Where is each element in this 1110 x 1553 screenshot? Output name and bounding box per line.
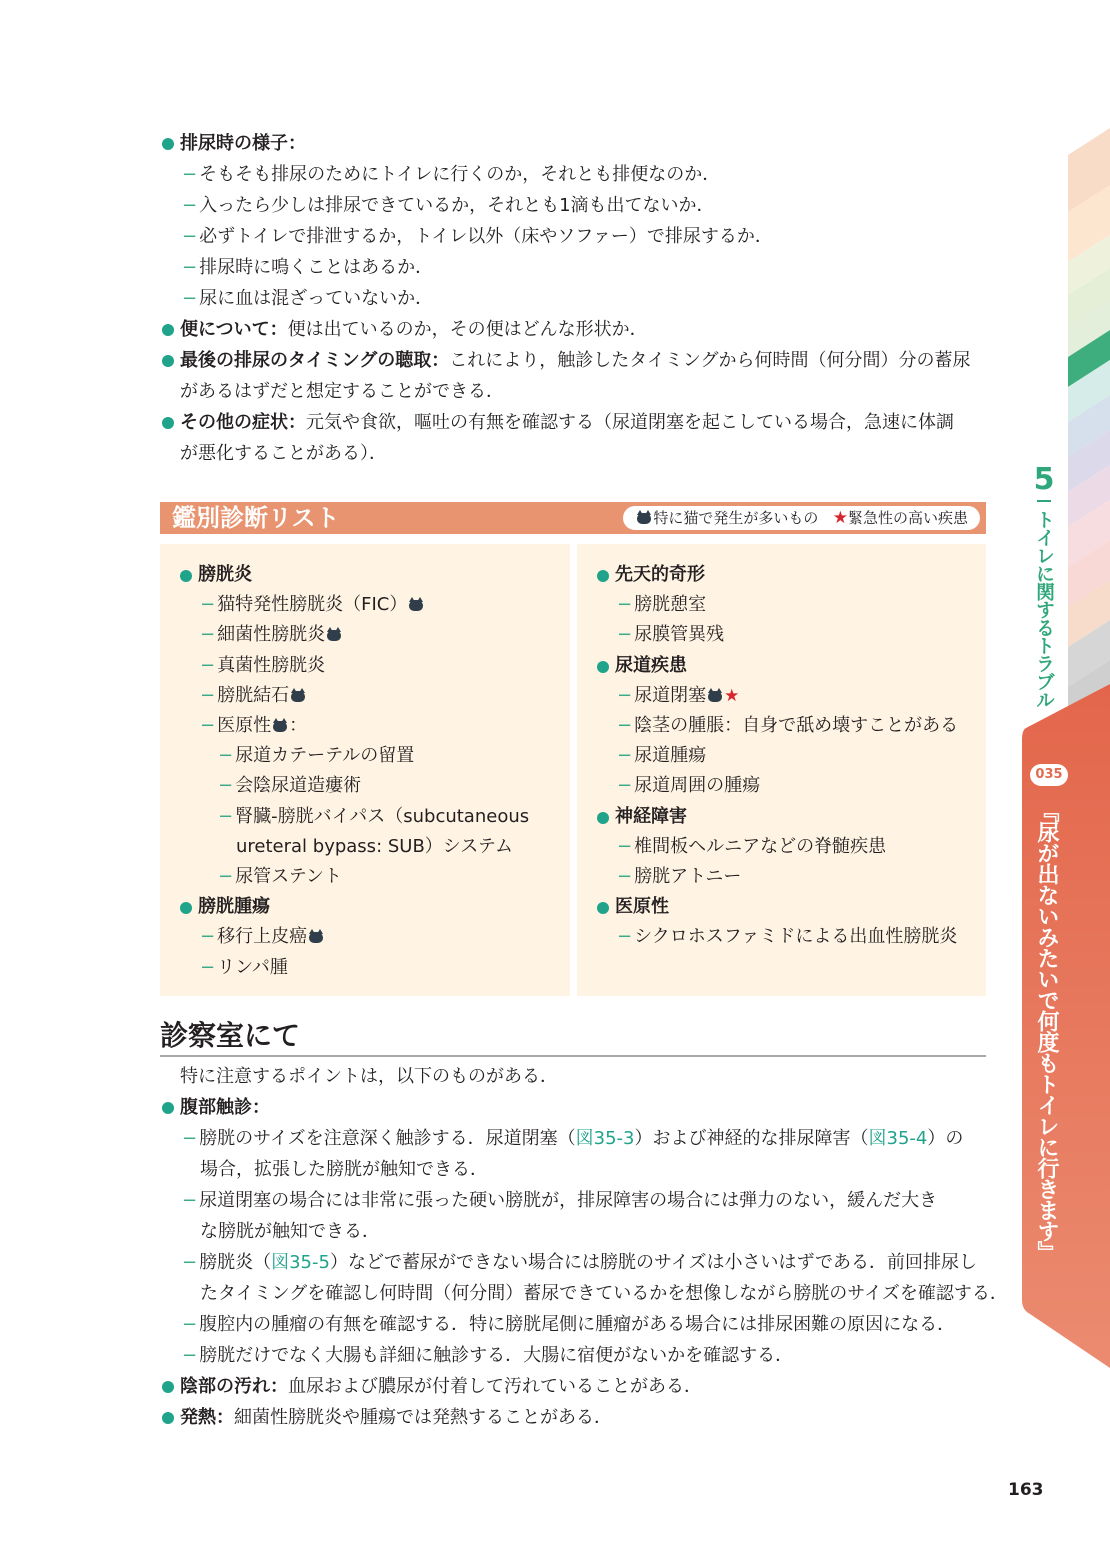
bullet-other-symptoms: その他の症状：元気や食欲，嘔吐の有無を確認する（尿道閉塞を起こしている場合，急速に体調 <box>160 407 990 438</box>
star-icon: ★ <box>724 685 740 706</box>
bullet-dot-icon <box>597 902 609 914</box>
list-item: − 移行上皮癌 <box>178 922 529 952</box>
list-item: − 医原性 ： <box>200 715 308 737</box>
bullet-dot-icon <box>162 324 174 336</box>
list-item: − 尿膜管異残 <box>617 624 725 646</box>
cat-icon <box>273 721 287 732</box>
list-item: − 膀胱炎（図35-5）などで蓄尿ができない場合には膀胱のサイズは小さいはずである．前回排尿し <box>182 1252 978 1273</box>
list-item: − リンパ腫 <box>200 956 288 978</box>
ddx-legend: 特に猫で発生が多いもの ★緊急性の高い疾患 <box>623 506 980 530</box>
bullet-dot-icon <box>597 570 609 582</box>
list-item: − 細菌性膀胱炎 <box>178 620 529 650</box>
ddx-category: 尿道疾患 <box>595 651 958 681</box>
case-title: 『尿が出ないみたいで何度もトイレに行きます』 <box>1034 800 1059 1262</box>
section-divider <box>160 1055 986 1057</box>
list-item: − 椎間板ヘルニアなどの脊髄疾患 <box>617 835 887 857</box>
bullet-dot-icon <box>162 1102 174 1114</box>
bullet-soiling: 陰部の汚れ：血尿および膿尿が付着して汚れていることがある． <box>160 1371 1000 1402</box>
cat-icon <box>327 630 341 641</box>
page-number: 163 <box>1008 1480 1044 1500</box>
list-item: − 膀胱だけでなく大腸も詳細に触診する．大腸に宿便がないかを確認する． <box>182 1345 794 1366</box>
list-item: − 腎臓-膀胱バイパス（subcutaneous <box>218 805 530 827</box>
cat-icon <box>637 513 651 524</box>
bullet-palpation: 腹部触診： <box>160 1092 1000 1123</box>
bullet-dot-icon <box>180 570 192 582</box>
ddx-right-column <box>577 544 986 996</box>
list-item: − 尿道カテーテルの留置 <box>218 745 415 767</box>
list-item: − 必ずトイレで排泄するか，トイレ以外（床やソファー）で排尿するか． <box>182 226 773 247</box>
bullet-continuation: が悪化することがある）． <box>180 443 387 464</box>
list-item: − 排尿時に鳴くことはあるか． <box>182 257 434 278</box>
bullet-dot-icon <box>597 812 609 824</box>
cat-icon <box>291 691 305 702</box>
figure-link[interactable]: 図35-3 <box>575 1128 635 1149</box>
case-number-badge: 035 <box>1030 764 1068 786</box>
star-icon: ★ <box>832 508 848 528</box>
list-item: − 膀胱憩室 <box>617 594 707 616</box>
list-item: − 膀胱結石 <box>178 681 529 711</box>
list-item: − 腹腔内の腫瘤の有無を確認する．特に膀胱尾側に腫瘤がある場合には排尿困難の原因になる． <box>182 1314 956 1335</box>
list-item: − 尿に血は混ざっていないか． <box>182 288 434 309</box>
list-item: − 真菌性膀胱炎 <box>200 654 326 676</box>
list-item-continuation: 場合，拡張した膀胱が触知できる． <box>200 1159 488 1180</box>
list-item: − 陰茎の腫脹：自身で舐め壊すことがある <box>617 715 959 737</box>
exam-room-section <box>160 1061 1008 1433</box>
list-item: − 入ったら少しは排尿できているか，それとも1滴も出てないか． <box>182 195 715 216</box>
list-item: − 尿道周囲の腫瘍 <box>617 775 761 797</box>
bullet-dot-icon <box>162 1381 174 1393</box>
bullet-dot-icon <box>162 1412 174 1424</box>
bullet-stool: 便について：便は出ているのか，その便はどんな形状か． <box>160 314 990 345</box>
chapter-divider <box>1037 500 1051 502</box>
bullet-dot-icon <box>180 902 192 914</box>
ddx-title: 鑑別診断リスト <box>172 504 340 532</box>
list-item: − 尿管ステント <box>218 866 342 888</box>
bullet-dot-icon <box>162 417 174 429</box>
figure-link[interactable]: 図35-5 <box>271 1252 330 1273</box>
list-item: − シクロホスファミドによる出血性膀胱炎 <box>617 926 958 948</box>
list-item: − そもそも排尿のためにトイレに行くのか，それとも排便なのか． <box>182 164 721 185</box>
ddx-category: 膀胱腫瘍 <box>178 892 529 922</box>
ddx-category: 神経障害 <box>595 802 958 832</box>
cat-icon <box>708 691 722 702</box>
list-item: − 尿道閉塞の場合には非常に張った硬い膀胱が，排尿障害の場合には弾力のない，緩んだ大き <box>182 1190 938 1211</box>
intro-text: 特に注意するポイントは，以下のものがある． <box>180 1066 558 1087</box>
bullet-urination: 排尿時の様子： <box>160 128 990 159</box>
list-item-continuation: ureteral bypass: SUB）システム <box>236 835 513 857</box>
bullet-dot-icon <box>597 661 609 673</box>
chapter-number: 5 <box>1033 462 1055 497</box>
list-item: − 膀胱のサイズを注意深く触診する．尿道閉塞（図35-3）および神経的な排尿障害（図35-4）の <box>182 1128 964 1149</box>
bullet-continuation: があるはずだと想定することができる． <box>180 381 504 402</box>
ddx-header <box>160 502 986 534</box>
list-item: − 会陰尿道造瘻術 <box>218 775 362 797</box>
ddx-category: 膀胱炎 <box>178 560 529 590</box>
section-title: 診察室にて <box>160 1019 301 1052</box>
bullet-dot-icon <box>162 355 174 367</box>
cat-icon <box>409 600 423 611</box>
list-item-continuation: な膀胱が触知できる． <box>200 1221 380 1242</box>
list-item-continuation: たタイミングを確認し何時間（何分間）蓄尿できているかを想像しながら膀胱のサイズを確認する． <box>200 1283 1008 1304</box>
chapter-title: トイレに関するトラブル <box>1033 510 1055 708</box>
bullet-dot-icon <box>162 138 174 150</box>
list-item: − 膀胱アトニー <box>617 866 742 888</box>
history-section <box>160 128 990 469</box>
list-item: − 尿道閉塞 ★ <box>617 684 740 706</box>
ddx-category: 先天的奇形 <box>595 560 958 590</box>
cat-icon <box>309 932 323 943</box>
ddx-category: 医原性 <box>595 892 958 922</box>
bullet-fever: 発熱：細菌性膀胱炎や腫瘍では発熱することがある． <box>160 1402 1000 1433</box>
list-item: − 猫特発性膀胱炎（FIC） <box>178 590 529 620</box>
ddx-left-column <box>160 544 570 996</box>
list-item: − 尿道腫瘍 <box>617 745 707 767</box>
bullet-last-urination: 最後の排尿のタイミングの聴取：これにより，触診したタイミングから何時間（何分間）分の蓄尿 <box>160 345 990 376</box>
figure-link[interactable]: 図35-4 <box>868 1128 928 1149</box>
